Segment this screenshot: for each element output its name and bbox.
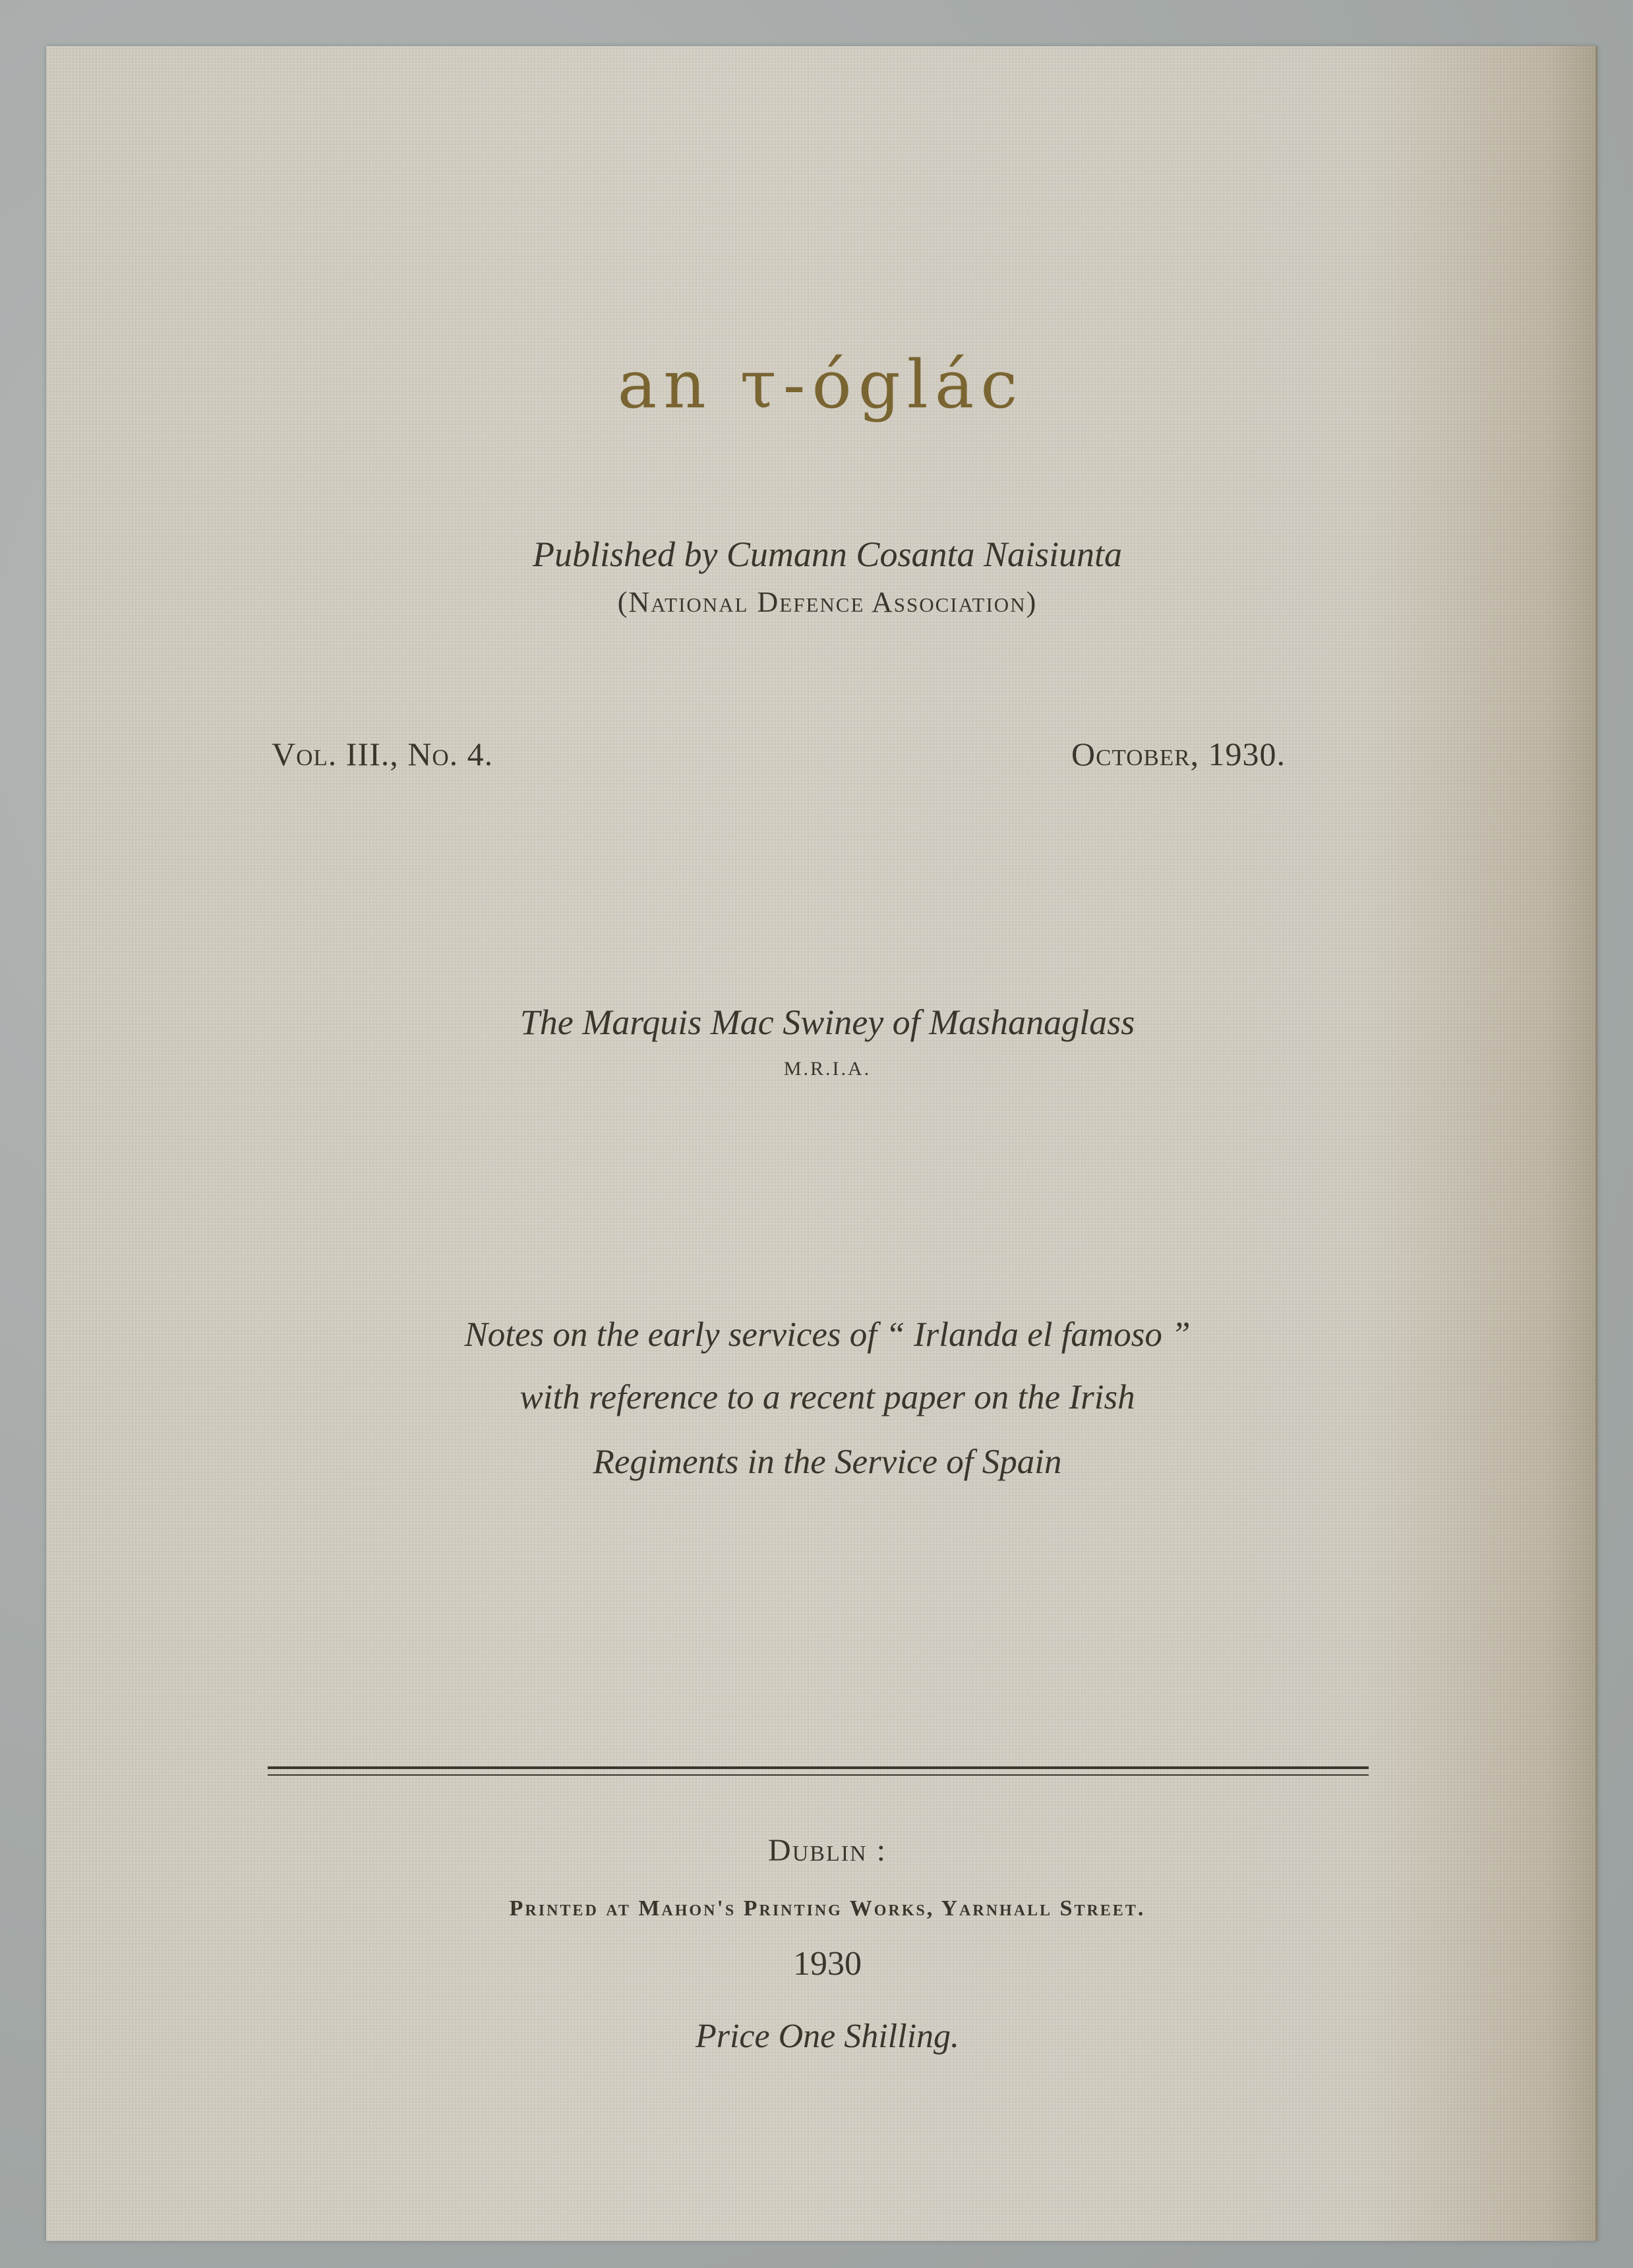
subtitle-line-2: with reference to a recent paper on the Irish xyxy=(520,1378,1135,1416)
pamphlet-cover xyxy=(46,46,1597,2241)
divider-rule-thin xyxy=(268,1774,1369,1776)
volume-number: Vol. III., No. 4. xyxy=(272,736,494,772)
association-name: (National Defence Association) xyxy=(617,586,1038,618)
author-name: The Marquis Mac Swiney of Mashanaglass xyxy=(520,1003,1135,1042)
publisher-line: Published by Cumann Cosanta Naisiunta xyxy=(532,535,1123,574)
subtitle-line-1: Notes on the early services of “ Irlanda el famoso ” xyxy=(464,1316,1191,1354)
price-line: Price One Shilling. xyxy=(695,2018,960,2055)
publication-title: an τ-óglác xyxy=(617,346,1024,423)
imprint-year: 1930 xyxy=(793,1945,862,1983)
imprint-city: Dublin : xyxy=(768,1833,887,1868)
author-credential: M.R.I.A. xyxy=(783,1058,872,1080)
subtitle-line-3: Regiments in the Service of Spain xyxy=(593,1443,1062,1481)
issue-date: October, 1930. xyxy=(1071,736,1286,772)
imprint-printer: Printed at Mahon's Printing Works, Yarnhall Street. xyxy=(509,1896,1146,1921)
divider-rule-thick xyxy=(268,1766,1369,1769)
